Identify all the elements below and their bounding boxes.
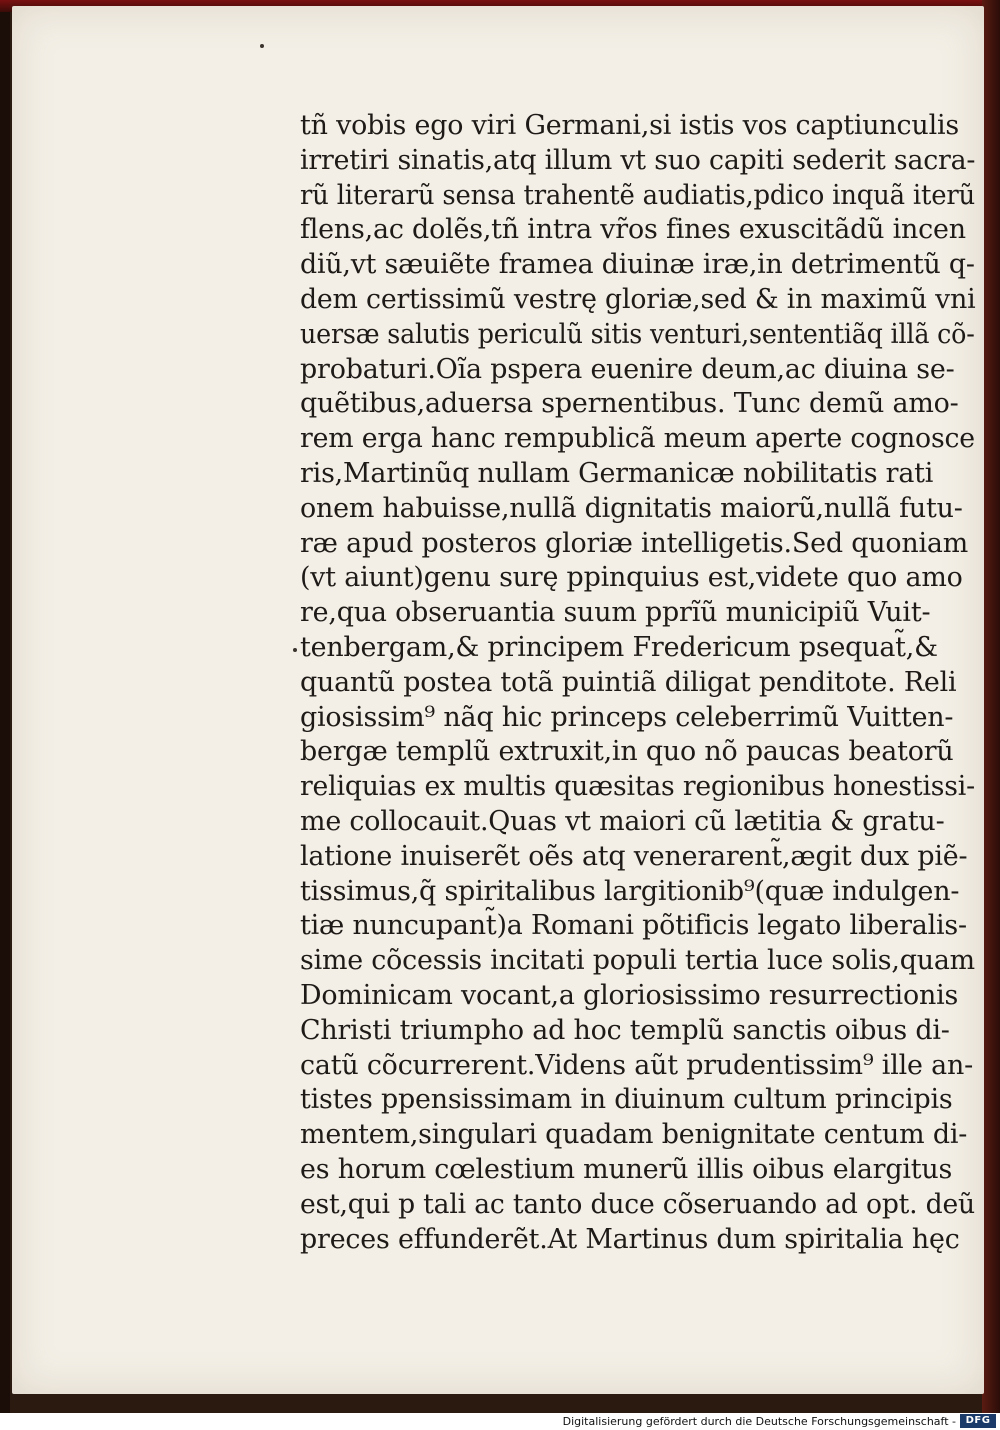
text-line: est,qui p tali ac tanto duce cõseruando ad opt. deũ [300, 1187, 975, 1220]
text-line: tiæ nuncupant̃)a Romani põtificis legato liberalis- [300, 909, 967, 942]
text-line: Christi triumpho ad hoc templũ sanctis oibus di- [300, 1013, 950, 1046]
text-line: irretiri sinatis,atq illum vt suo capiti sederit sacra- [300, 143, 976, 176]
text-line: quẽtibus,aduersa spernentibus. Tunc demũ amo- [300, 387, 959, 420]
text-line: me collocauit.Quas vt maiori cũ lætitia & gratu- [300, 804, 945, 837]
text-line: tenbergam,& principem Fredericum psequat̃,& [300, 630, 938, 663]
text-line: catũ cõcurrerent.Videns aũt prudentissim⁹ ille an- [300, 1048, 973, 1081]
text-line: sime cõcessis incitati populi tertia luce solis,quam [300, 944, 975, 977]
text-line: rem erga hanc rempublicã meum aperte cognosce [300, 422, 975, 455]
text-line: preces effunderẽt.At Martinus dum spiritalia hęc [300, 1222, 960, 1255]
text-line: flens,ac dolẽs,tñ intra vr̃os fines exuscitãdũ incen [300, 213, 966, 246]
text-line: tistes ppensissimam in diuinum cultum principis [300, 1083, 953, 1116]
text-line: onem habuisse,nullã dignitatis maiorũ,nullã futu- [300, 491, 963, 524]
text-line: diũ,vt sæuiẽte framea diuinæ iræ,in detrimentũ q- [300, 248, 975, 281]
footer-attribution: Digitalisierung gefördert durch die Deutsche Forschungsgemeinschaft - [562, 1415, 956, 1428]
text-line: giosissim⁹ nãq hic princeps celeberrimũ Vuitten- [300, 700, 954, 733]
text-line: ris,Martinũq nullam Germanicæ nobilitatis rati [300, 456, 934, 489]
text-line: (vt aiunt)genu surę ppinquius est,videte quo amo [300, 561, 963, 594]
text-line: Dominicam vocant,a gloriosissimo resurrectionis [300, 978, 959, 1011]
text-line: reliquias ex multis quæsitas regionibus honestissi- [300, 770, 975, 803]
text-line: re,qua obseruantia suum pprĩũ municipiũ Vuit- [300, 596, 931, 629]
dfg-logo: DFG [960, 1414, 996, 1428]
text-line: bergæ templũ extruxit,in quo nõ paucas beatorũ [300, 735, 954, 768]
text-line: quantũ postea totã puintiã diligat penditote. Reli [300, 665, 957, 698]
footer-bar [0, 1413, 1000, 1430]
page-text-block [300, 108, 990, 1256]
text-line: tissimus,q̃ spiritalibus largitionib⁹(quæ indulgen- [300, 874, 960, 907]
text-line: latione inuiserẽt oẽs atq venerarent̃,ægit dux piẽ- [300, 839, 968, 872]
text-line: ræ apud posteros gloriæ intelligetis.Sed quoniam [300, 526, 969, 559]
text-line: tñ vobis ego viri Germani,si istis vos captiunculis [300, 109, 959, 141]
scan-left-edge [0, 0, 10, 1413]
text-line: rũ literarũ sensa trahentẽ audiatis,pdico inquã iterũ [300, 178, 975, 211]
text-line: mentem,singulari quadam benignitate centum di- [300, 1118, 968, 1151]
text-line: probaturi.Oĩa pspera euenire deum,ac diuina se- [300, 352, 955, 385]
ink-speck [260, 44, 264, 48]
ink-speck [293, 648, 297, 652]
text-line: dem certissimũ vestrę gloriæ,sed & in maximũ vni [300, 282, 976, 315]
text-line: uersæ salutis periculũ sitis venturi,sententiãq illã cõ- [300, 317, 975, 350]
text-line: es horum cœlestium munerũ illis oibus elargitus [300, 1152, 953, 1185]
